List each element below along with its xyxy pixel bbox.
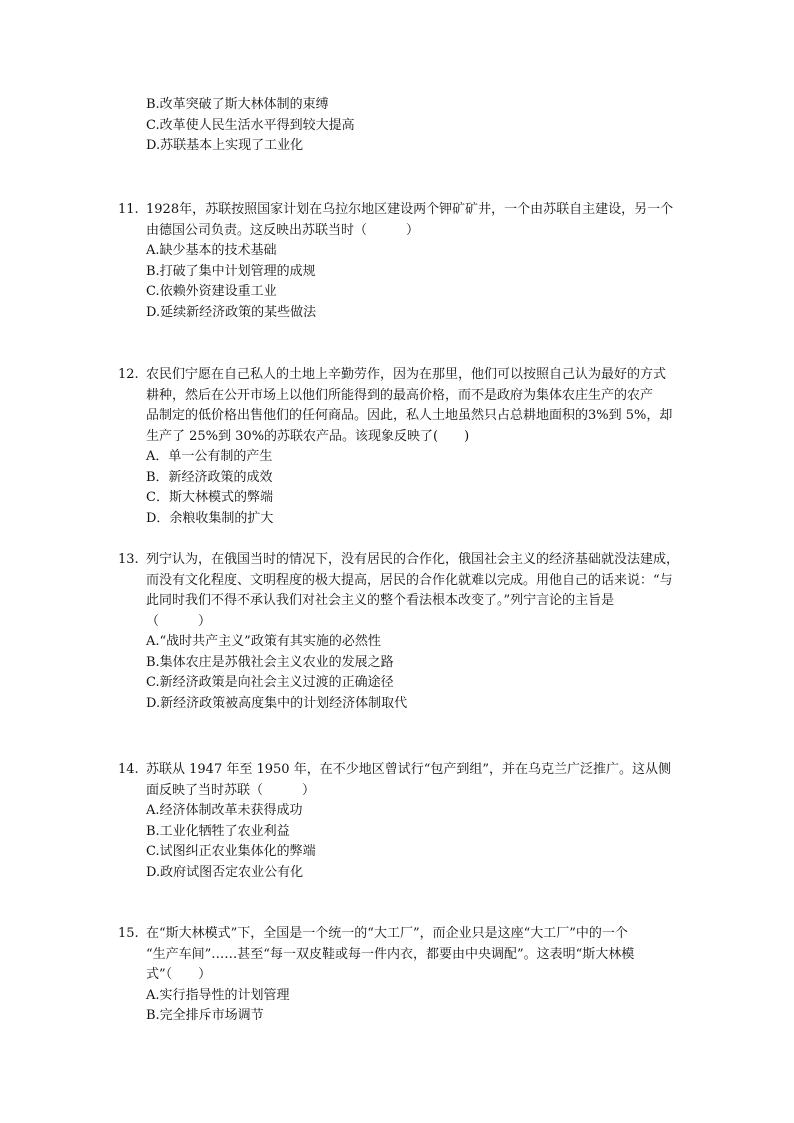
question-12 (118, 365, 718, 529)
option-a: A.缺少基本的技术基础 (146, 243, 277, 258)
option-c: C.改革使人民生活水平得到较大提高 (146, 117, 355, 133)
option-b: B．新经济政策的成效 (146, 469, 273, 485)
question-number: 11. (118, 202, 139, 217)
question-stem-line: 列宁认为，在俄国当时的情况下，没有居民的合作化，俄国社会主义的经济基础就没法建成， (146, 552, 680, 567)
option-c: C.试图纠正农业集体化的弊端 (146, 844, 316, 859)
option-c: C．斯大林模式的弊端 (146, 490, 273, 505)
question-11 (118, 200, 718, 323)
option-b: B.完全排斥市场调节 (146, 1008, 264, 1023)
question-number: 12. (118, 367, 139, 382)
option-d: D.苏联基本上实现了工业化 (146, 138, 304, 153)
question-stem-line: 1928年，苏联按照国家计划在乌拉尔地区建设两个钾矿矿井，一个由苏联自主建设，另一个 (146, 202, 674, 217)
option-d: D.新经济政策被高度集中的计划经济体制取代 (146, 695, 408, 711)
question-stem-line: 而没有文化程度、文明程度的极大提高，居民的合作化就难以完成。用他自己的话来说：“与 (146, 572, 673, 588)
question-stem-line: 由德国公司负责。这反映出苏联当时（ ） (146, 222, 420, 238)
option-list (118, 447, 718, 529)
question-13 (118, 550, 718, 714)
previous-question-options (146, 95, 726, 157)
question-stem-line: 在“斯大林模式”下，全国是一个统一的“大工厂”，而企业只是这座“大工厂”中的一个 (146, 926, 628, 941)
option-b: B.集体农庄是苏俄社会主义农业的发展之路 (146, 654, 394, 670)
option-d: D.政府试图否定农业公有化 (146, 864, 304, 880)
question-number: 14. (118, 762, 139, 777)
question-stem-line: 式”（ ） (146, 967, 212, 982)
option-c: C.依赖外资建设重工业 (146, 284, 277, 299)
option-c: C.新经济政策是向社会主义过渡的正确途径 (146, 675, 394, 690)
question-stem-line: 品制定的低价格出售他们的任何商品。因此，私人土地虽然只占总耕地面积的3%到 5%，却 (146, 408, 673, 423)
question-stem-line: 面反映了当时苏联（ ） (146, 782, 316, 798)
option-d: D.延续新经济政策的某些做法 (146, 304, 317, 320)
option-list (118, 801, 718, 883)
option-a: A.经济体制改革未获得成功 (146, 803, 303, 818)
question-stem-line: 农民们宁愿在自己私人的土地上辛勤劳作，因为在那里，他们可以按照自己认为最好的方式 (146, 367, 667, 382)
question-stem-line: “生产车间”……甚至“每一双皮鞋或每一件内衣，都要由中央调配”。这表明“斯大林模 (146, 946, 635, 962)
option-b: B.工业化牺牲了农业利益 (146, 823, 290, 839)
question-15 (118, 924, 718, 1027)
option-list (118, 241, 718, 323)
option-a: A.实行指导性的计划管理 (146, 987, 290, 1003)
option-a: A.“战时共产主义”政策有其实施的必然性 (146, 634, 381, 649)
question-stem-line: （ ） (146, 613, 212, 629)
question-stem-line: 耕种，然后在公开市场上以他们所能得到的最高价格，而不是政府为集体农庄生产的农产 (146, 387, 654, 403)
option-d: D．余粮收集制的扩大 (146, 510, 274, 526)
option-b: B.改革突破了斯大林体制的束缚 (146, 97, 329, 112)
question-stem-line: 苏联从 1947 年至 1950 年，在不少地区曾试行“包产到组”，并在乌克兰广泛推广。这从侧 (146, 762, 671, 777)
question-number: 13. (118, 552, 139, 567)
option-list (118, 986, 718, 1027)
question-stem-line: 生产了 25%到 30%的苏联农产品。该现象反映了( ) (146, 428, 470, 444)
option-b: B.打破了集中计划管理的成规 (146, 263, 316, 279)
question-14 (118, 760, 718, 883)
option-a: A．单一公有制的产生 (146, 449, 273, 464)
option-list (118, 632, 718, 714)
question-stem-line: 此同时我们不得不承认我们对社会主义的整个看法根本改变了。”列宁言论的主旨是 (146, 593, 615, 608)
question-number: 15. (118, 926, 139, 941)
